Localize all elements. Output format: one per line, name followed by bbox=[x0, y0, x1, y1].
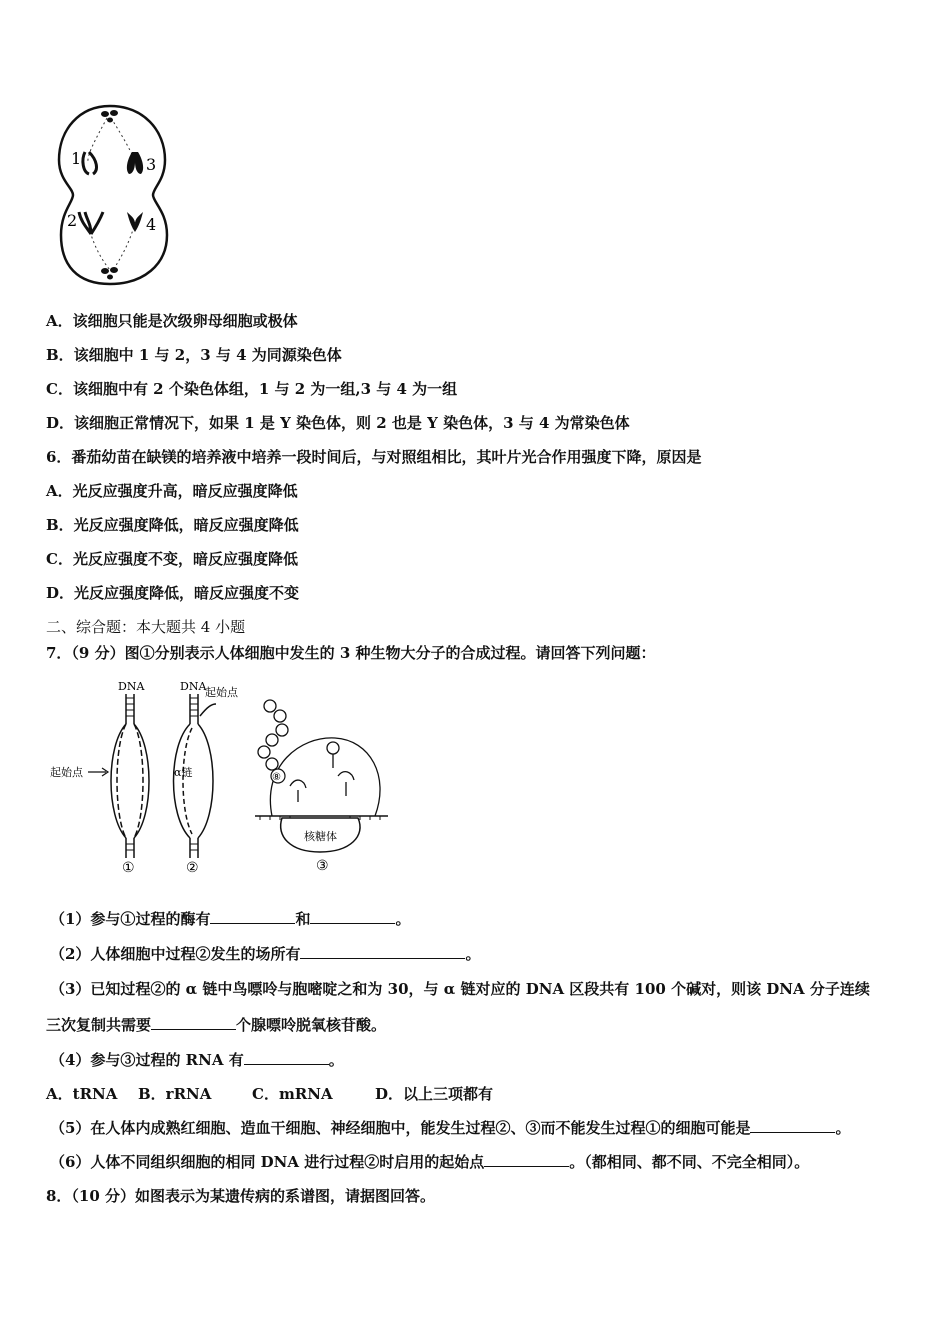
q6-option-b: B．光反应强度降低，暗反应强度降低 bbox=[46, 516, 299, 534]
q7-sub2-blank[interactable] bbox=[300, 944, 465, 959]
panel-label-2: ② bbox=[186, 860, 199, 876]
chromosome-label-3: 3 bbox=[146, 155, 157, 174]
q7-sub3-blank[interactable] bbox=[151, 1015, 236, 1030]
q6-option-c: C．光反应强度不变，暗反应强度降低 bbox=[46, 550, 298, 568]
q5-option-a: A．该细胞只能是次级卵母细胞或极体 bbox=[46, 312, 298, 330]
chromosome-label-1: 1 bbox=[71, 149, 82, 168]
q7-sub4-option-d: D．以上三项都有 bbox=[375, 1085, 494, 1103]
q7-sub2 bbox=[50, 944, 480, 964]
q7-sub4-text-b: 。 bbox=[328, 1051, 344, 1069]
dna-rungs-1 bbox=[126, 698, 134, 850]
q7-sub4 bbox=[50, 1050, 344, 1070]
q7-sub1-text-c: 。 bbox=[395, 910, 411, 928]
chromosome-label-4: 4 bbox=[146, 215, 157, 234]
section2-heading: 二、综合题：本大题共 4 小题 bbox=[46, 618, 246, 636]
q7-sub6-text-a: （6）人体不同组织细胞的相同 DNA 进行过程②时启用的起始点 bbox=[50, 1153, 485, 1171]
chromosome-3 bbox=[127, 152, 143, 174]
q7-sub1-text-b: 和 bbox=[295, 910, 311, 928]
q6-option-a: A．光反应强度升高，暗反应强度降低 bbox=[46, 482, 298, 500]
q7-sub3-line1: （3）已知过程②的 α 链中鸟嘌呤与胞嘧啶之和为 30，与 α 链对应的 DNA 区段共有 100 个碱对，则该 DNA 分子连续 bbox=[50, 980, 870, 998]
chromosome-1 bbox=[83, 152, 97, 174]
q5-option-d: D．该细胞正常情况下，如果 1 是 Y 染色体，则 2 也是 Y 染色体，3 与 4 为常染色体 bbox=[46, 414, 630, 432]
q7-sub4-option-b: B．rRNA bbox=[138, 1085, 212, 1103]
centriole-top bbox=[101, 110, 118, 123]
spindle-fibers bbox=[88, 118, 135, 270]
panel-label-1: ① bbox=[122, 860, 135, 876]
q7-sub4-text-a: （4）参与③过程的 RNA 有 bbox=[50, 1051, 244, 1069]
cell-division-figure bbox=[55, 100, 175, 290]
q5-option-b: B．该细胞中 1 与 2，3 与 4 为同源染色体 bbox=[46, 346, 342, 364]
q7-sub2-text-b: 。 bbox=[465, 945, 481, 963]
dna-label-1: DNA bbox=[118, 680, 145, 693]
ribosome-trna-complex bbox=[270, 738, 380, 816]
q7-sub3-line2 bbox=[46, 1015, 386, 1035]
circle-8-label: ⑧ bbox=[272, 772, 281, 783]
q7-sub4-blank[interactable] bbox=[244, 1050, 329, 1065]
q7-sub4-option-a: A．tRNA bbox=[46, 1085, 118, 1103]
q7-sub5-text-a: （5）在人体内成熟红细胞、造血干细胞、神经细胞中，能发生过程②、③而不能发生过程①的细胞可能是 bbox=[50, 1119, 751, 1137]
q7-sub1-blank-2[interactable] bbox=[310, 909, 395, 924]
cell-membrane bbox=[59, 106, 167, 284]
dna-replication-bubble bbox=[111, 694, 149, 858]
origin-arrow-left bbox=[88, 768, 108, 776]
q7-sub3-text-b: 个腺嘌呤脱氧核苷酸。 bbox=[236, 1016, 387, 1034]
q6-option-d: D．光反应强度降低，暗反应强度不变 bbox=[46, 584, 300, 602]
alpha-chain-label: α链 bbox=[174, 766, 193, 779]
dna-label-2: DNA bbox=[180, 680, 207, 693]
q7-sub6 bbox=[50, 1152, 809, 1172]
q7-sub1-blank-1[interactable] bbox=[210, 909, 295, 924]
q7-sub2-text-a: （2）人体细胞中过程②发生的场所有 bbox=[50, 945, 301, 963]
ribosome-label: 核糖体 bbox=[304, 830, 337, 843]
q7-sub5-text-b: 。 bbox=[835, 1119, 851, 1137]
q7-sub1-text-a: （1）参与①过程的酶有 bbox=[50, 910, 211, 928]
chromosome-2 bbox=[79, 212, 103, 234]
q7-sub5-blank[interactable] bbox=[750, 1118, 835, 1133]
q7-sub6-blank[interactable] bbox=[484, 1152, 569, 1167]
q7-sub6-text-b: 。（都相同、都不同、不完全相同）。 bbox=[569, 1153, 810, 1171]
origin-label-right: 起始点 bbox=[205, 686, 238, 699]
origin-label-left: 起始点 bbox=[50, 766, 83, 779]
q7-sub5 bbox=[50, 1118, 850, 1138]
centriole-bottom bbox=[101, 267, 118, 280]
synthesis-processes-figure bbox=[50, 676, 390, 876]
q7-stem: 7．（9 分）图①分别表示人体细胞中发生的 3 种生物大分子的合成过程。请回答下列问题： bbox=[46, 644, 656, 662]
q5-option-c: C．该细胞中有 2 个染色体组，1 与 2 为一组,3 与 4 为一组 bbox=[46, 380, 458, 398]
chromosome-label-2: 2 bbox=[67, 211, 78, 230]
panel-label-3: ③ bbox=[316, 858, 329, 874]
q6-stem: 6．番茄幼苗在缺镁的培养液中培养一段时间后，与对照组相比，其叶片光合作用强度下降，原因是 bbox=[46, 448, 702, 466]
q7-sub3-text-a: 三次复制共需要 bbox=[46, 1016, 152, 1034]
polypeptide-chain bbox=[258, 700, 288, 770]
q8-stem: 8．（10 分）如图表示为某遗传病的系谱图，请据图回答。 bbox=[46, 1187, 436, 1205]
q7-sub4-option-c: C．mRNA bbox=[252, 1085, 333, 1103]
q7-sub1 bbox=[50, 909, 410, 929]
